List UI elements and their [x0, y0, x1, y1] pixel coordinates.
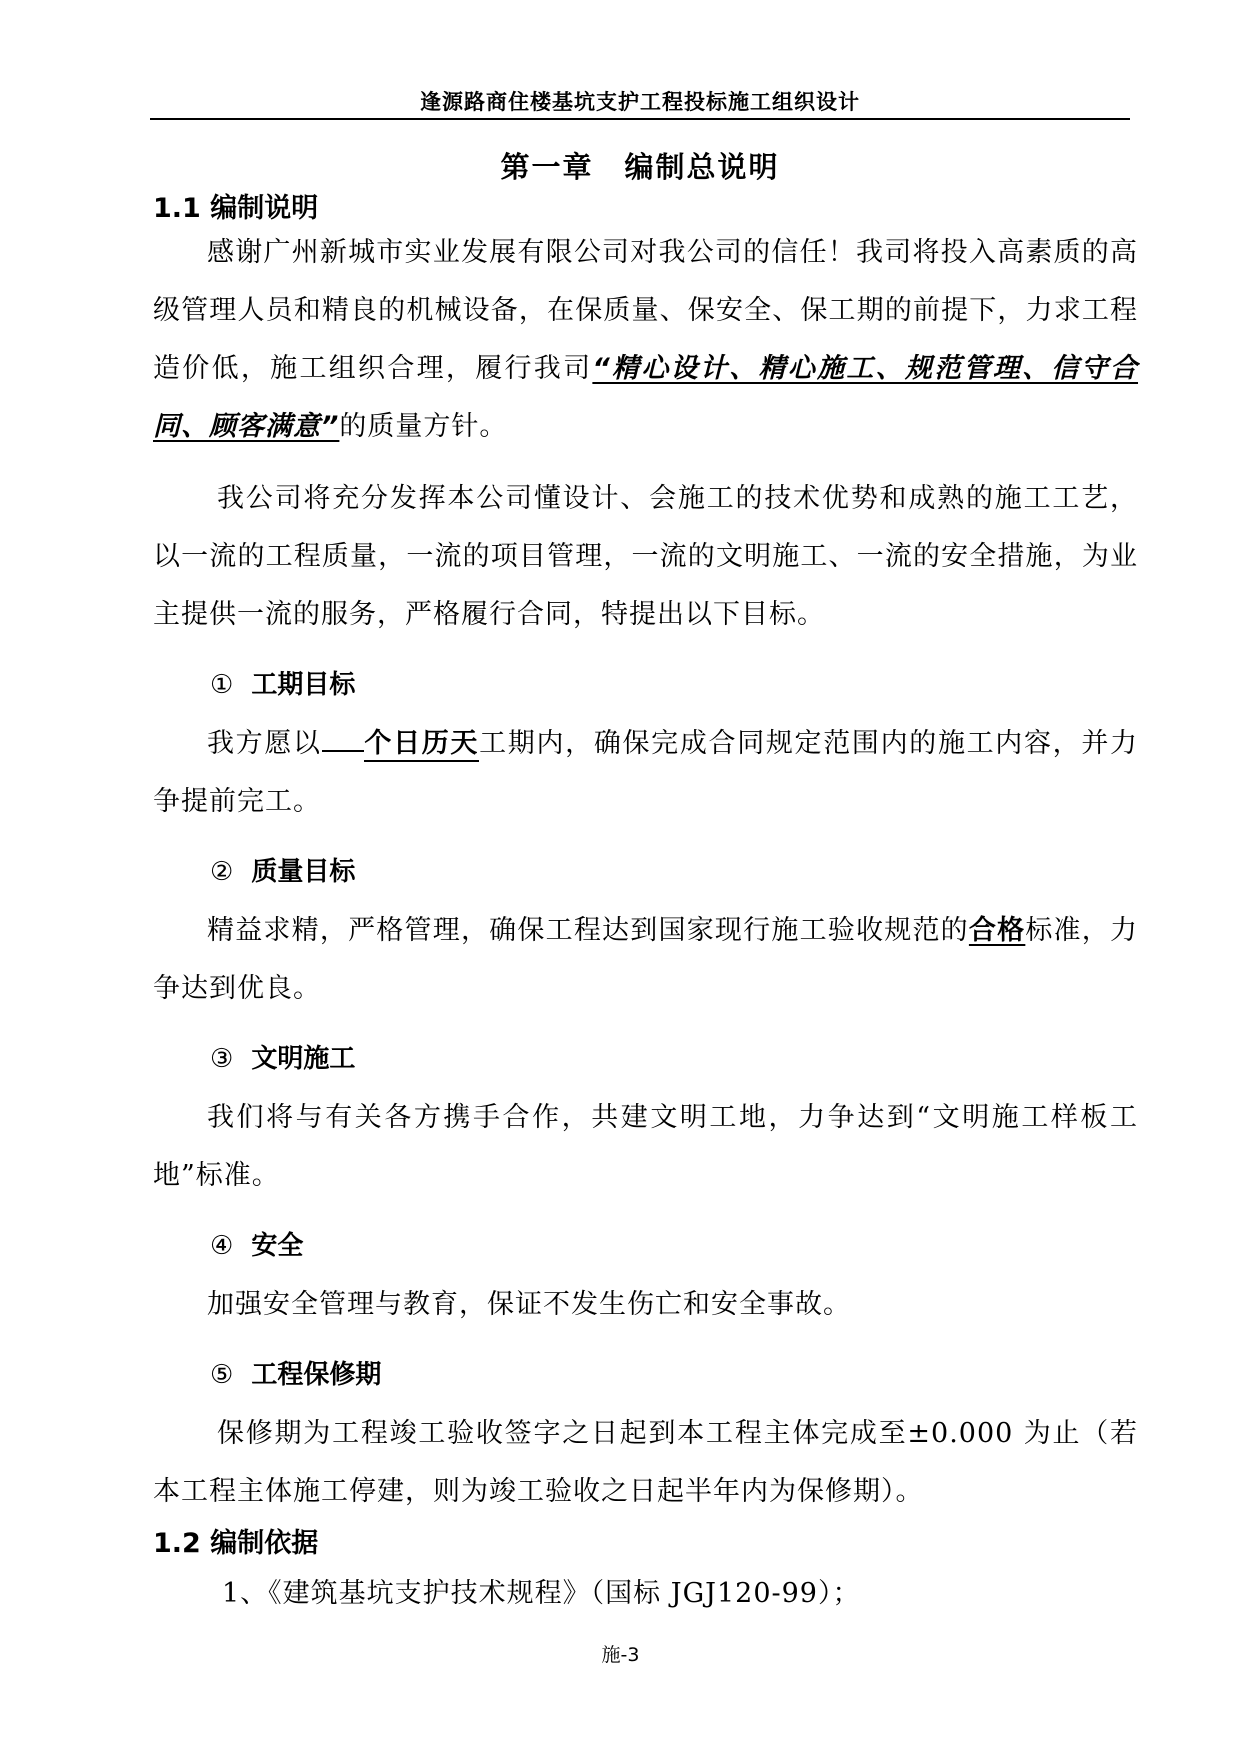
- goal-text-safety: 加强安全管理与教育，保证不发生伤亡和安全事故。: [207, 1289, 851, 1320]
- section-heading-1-1: 1.1 编制说明: [153, 193, 319, 224]
- goal-text-quality: [153, 902, 1138, 1018]
- goal-heading-civilized: [210, 1038, 355, 1075]
- intro-paragraph: [153, 224, 1138, 456]
- goal-text-civilized: 我们将与有关各方携手合作，共建文明工地，力争达到“文明施工样板工地”标准。: [153, 1102, 1138, 1191]
- goal-text-after: 标准，力争达到优良。: [153, 915, 1138, 1004]
- goal-marker: ④: [210, 1231, 234, 1261]
- goal-heading-schedule: [210, 664, 355, 701]
- goal-title: 质量目标: [251, 857, 356, 887]
- goal-text-before: 精益求精，严格管理，确保工程达到国家现行施工验收规范的: [207, 915, 969, 946]
- intro-text-end: 的质量方针。: [339, 411, 508, 442]
- goal-heading-warranty: [210, 1354, 381, 1391]
- header-divider: [150, 118, 1130, 120]
- goal-marker: ③: [210, 1044, 234, 1074]
- goal-heading-quality: [210, 851, 355, 888]
- chapter-title: 第一章 编制总说明: [500, 150, 780, 184]
- goal-text-schedule: [153, 715, 1138, 831]
- reference-item: 1、《建筑基坑支护技术规程》（国标 JGJ120-99）；: [222, 1578, 861, 1609]
- goal-text-before: 我方愿以: [207, 728, 322, 759]
- running-header-title: 逢源路商住楼基坑支护工程投标施工组织设计: [420, 90, 860, 114]
- goal-title: 工期目标: [251, 670, 356, 700]
- goal-text-after: 工期内，确保完成合同规定范围内的施工内容，并力争提前完工。: [153, 728, 1139, 817]
- goal-marker: ①: [210, 670, 234, 700]
- quality-policy-motto: “精心设计、精心施工、规范管理、信守合同、顾客满意”: [153, 353, 1139, 442]
- blank-days-field: [322, 728, 364, 752]
- goal-marker: ②: [210, 857, 234, 887]
- section-heading-1-2: 1.2 编制依据: [153, 1528, 319, 1559]
- qualified-standard-text: 合格: [968, 915, 1026, 946]
- goal-text-warranty: 保修期为工程竣工验收签字之日起到本工程主体完成至±0.000 为止（若本工程主体施工停建，则为竣工验收之日起半年内为保修期）。: [153, 1418, 1138, 1507]
- intro-text-start: 感谢广州新城市实业发展有限公司对我公司的信任！我司将投入高素质的高级管理人员和精良的机械设备，在保质量、保安全、保工期的前提下，力求工程造价低，施工组织合理，履行我司: [153, 237, 1138, 384]
- goal-title: 工程保修期: [251, 1360, 382, 1390]
- goals-intro-paragraph: 我公司将充分发挥本公司懂设计、会施工的技术优势和成熟的施工工艺，以一流的工程质量，一流的项目管理，一流的文明施工、一流的安全措施，为业主提供一流的服务，严格履行合同，特提出以下目标。: [153, 483, 1138, 630]
- goal-title: 安全: [251, 1231, 304, 1261]
- page-number: 施-3: [601, 1644, 640, 1666]
- goal-heading-safety: [210, 1225, 303, 1262]
- calendar-days-text: 个日历天: [364, 728, 479, 762]
- goal-marker: ⑤: [210, 1360, 234, 1390]
- goal-title: 文明施工: [251, 1044, 356, 1074]
